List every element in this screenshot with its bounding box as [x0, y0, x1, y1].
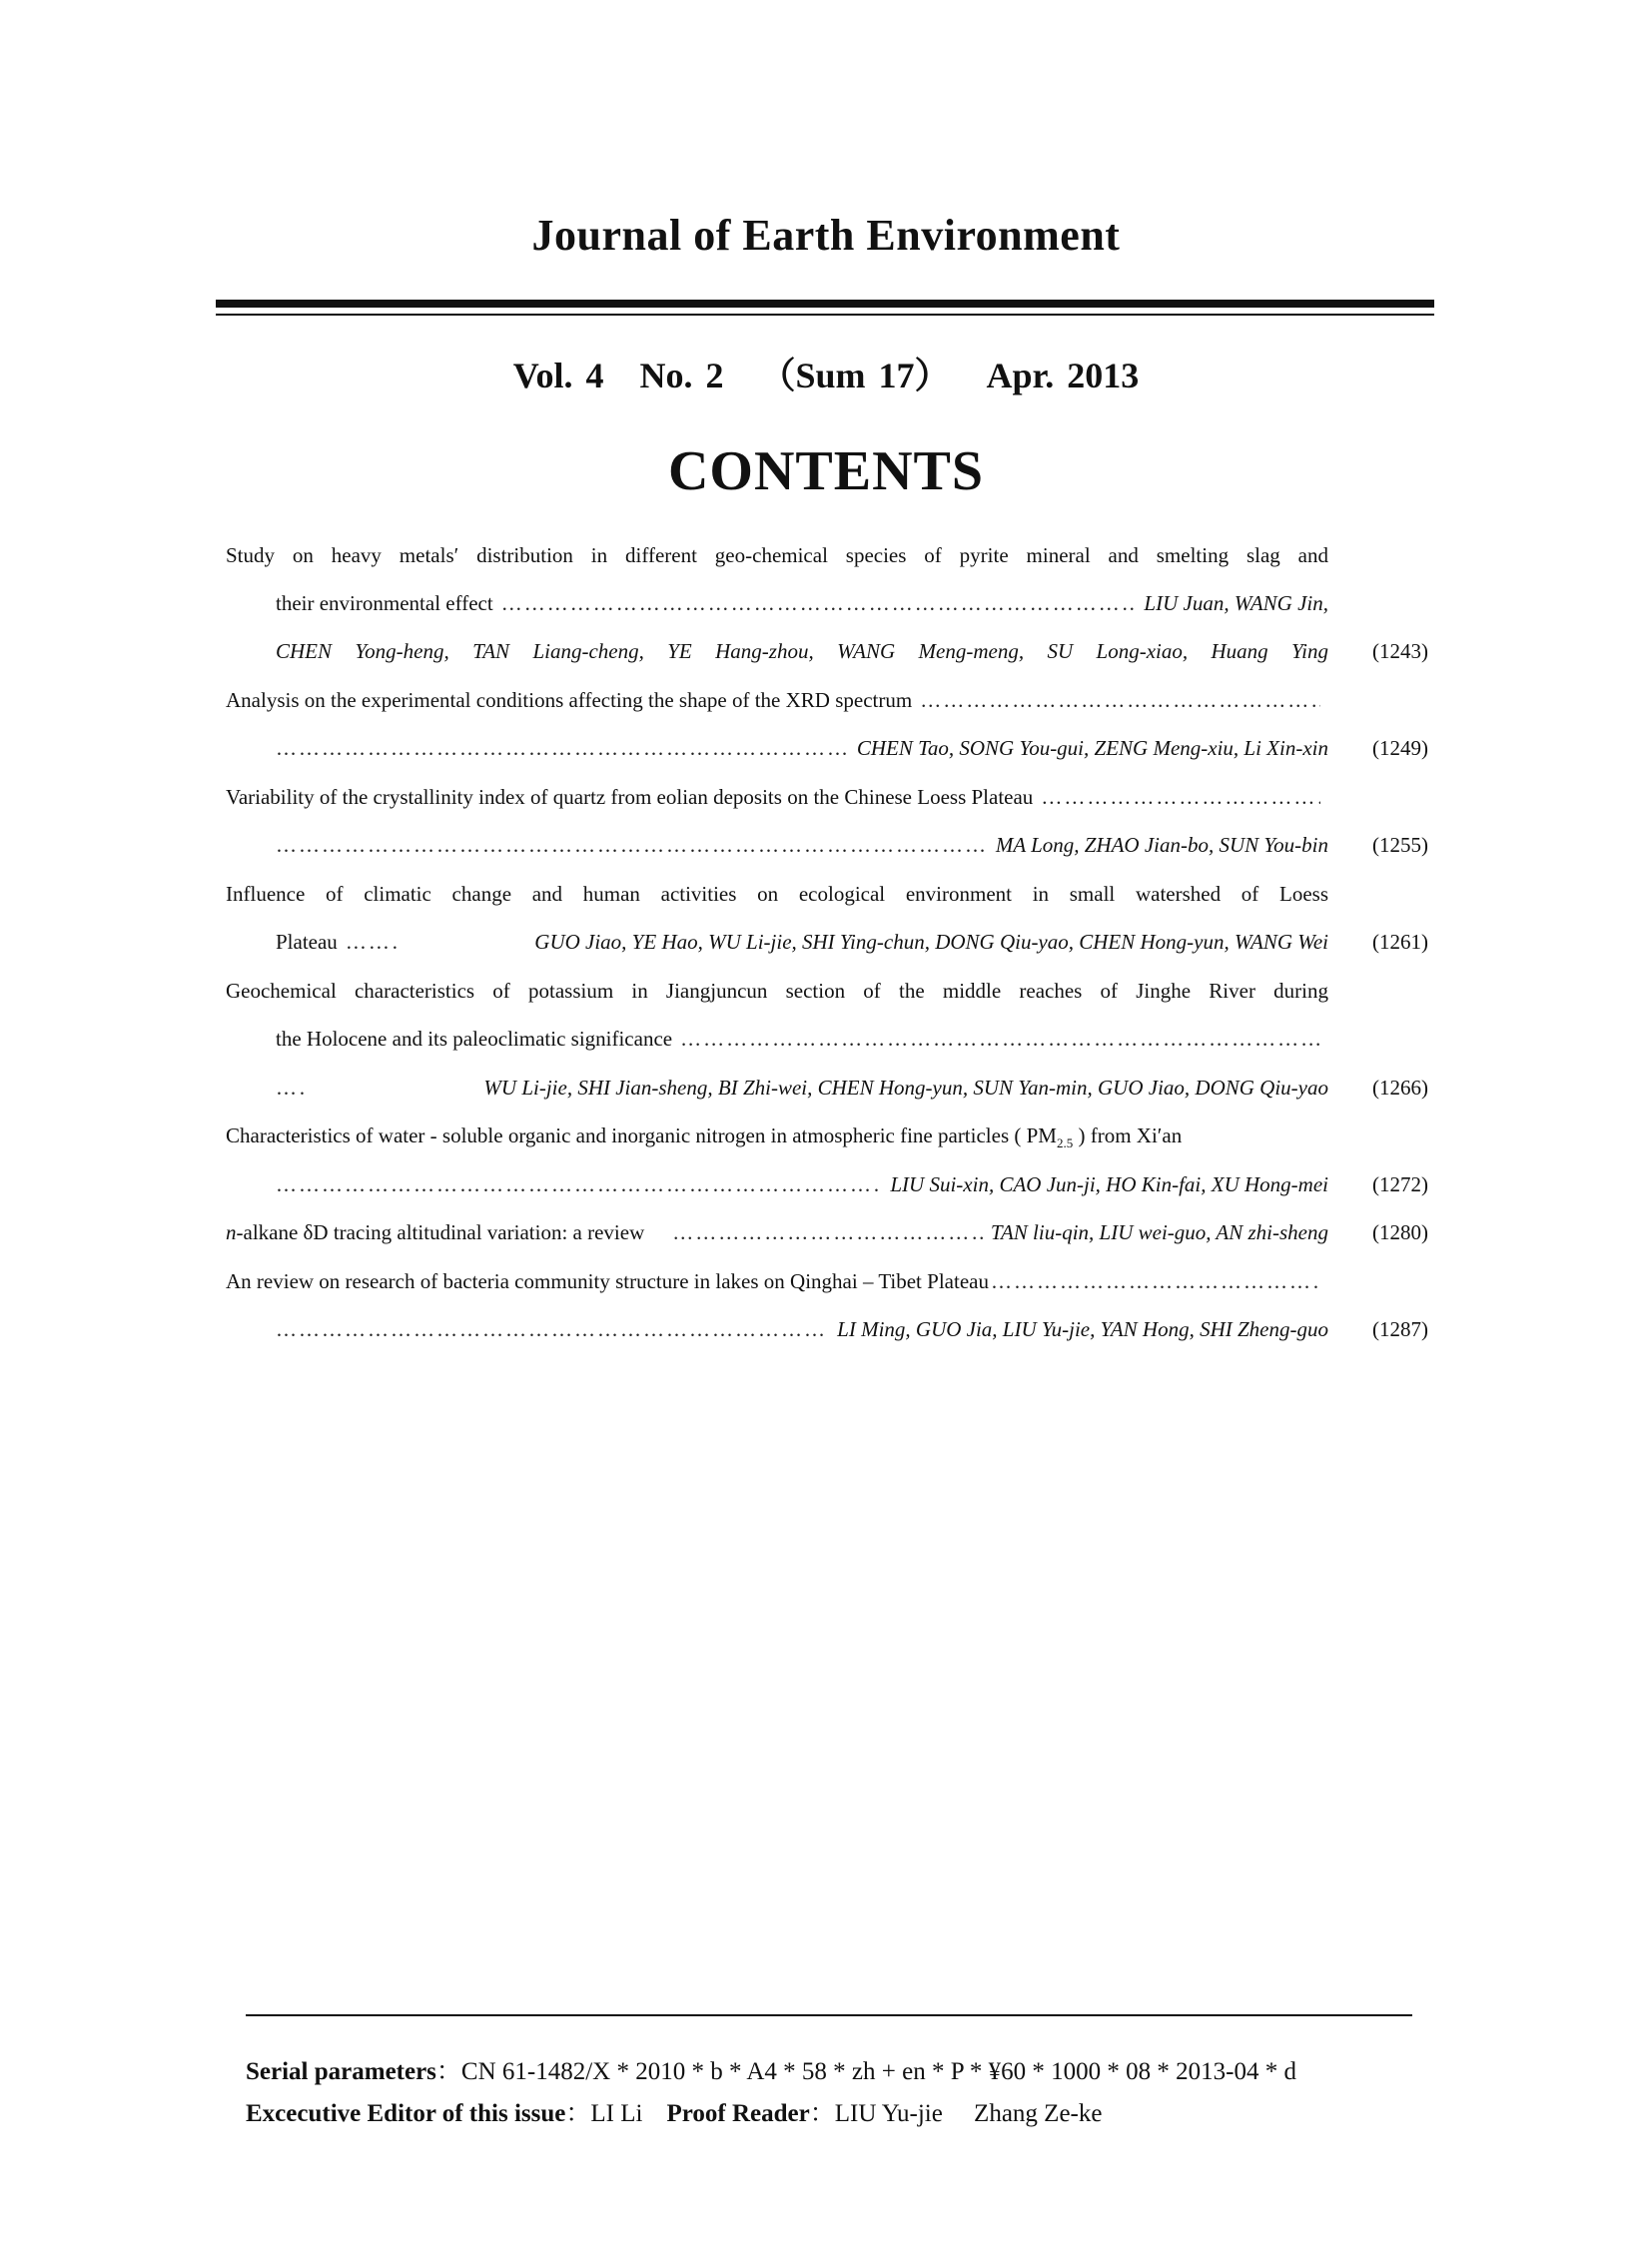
- toc-entry-title-line: [226, 541, 1328, 569]
- toc-entry-title-line: [276, 928, 1328, 956]
- toc-entry-title: Analysis on the experimental conditions affecting the shape of the XRD spectrum: [226, 688, 913, 712]
- toc-entry-page: (1243): [1372, 639, 1428, 663]
- label-colon: ：: [435, 2058, 461, 2085]
- leader-dots: [276, 831, 988, 859]
- proof-label: Proof Reader: [666, 2100, 810, 2127]
- toc-entry-title: [226, 1218, 644, 1246]
- leader-dots: [920, 686, 1320, 714]
- leader-dots: [276, 1315, 829, 1343]
- toc-entry-title: Influence of climatic change and human activities on ecological environment in small watershed of Loess: [226, 882, 1328, 906]
- toc-entry-page: (1261): [1372, 930, 1428, 954]
- header-rule-thick: [216, 300, 1434, 308]
- serial-label: Serial parameters: [246, 2058, 436, 2085]
- toc-entry-authors-line: [276, 637, 1328, 665]
- toc-entry-title: the Holocene and its paleoclimatic significance: [276, 1027, 673, 1051]
- volume: Vol. 4: [512, 356, 604, 395]
- leader-dots: [276, 734, 849, 762]
- label-colon: ：: [565, 2100, 591, 2127]
- toc-entry-authors: LI Ming, GUO Jia, LIU Yu-jie, YAN Hong, SHI Zheng-guo: [837, 1317, 1328, 1341]
- toc-entry-page: (1280): [1372, 1220, 1428, 1244]
- toc-entry-authors-line: [276, 1170, 1328, 1198]
- serial-parameters: [246, 2051, 1296, 2087]
- sum-number: （Sum 17）: [759, 356, 951, 395]
- label-colon: ：: [809, 2100, 835, 2127]
- toc-entry-title-subscript: 2.5: [1056, 1135, 1074, 1151]
- toc-entry-authors: CHEN Tao, SONG You-gui, ZENG Meng-xiu, Li Xin-xin: [856, 736, 1328, 760]
- toc-entry-title-rest: -alkane δD tracing altitudinal variation: a review: [236, 1220, 645, 1244]
- toc-entry-authors-line: [276, 831, 1328, 859]
- toc-entry-authors: LIU Juan, WANG Jin,: [1144, 591, 1328, 615]
- header-rule-thin: [216, 314, 1434, 316]
- toc-entry-title: Characteristics of water - soluble organic and inorganic nitrogen in atmospheric fine particles ( PM: [226, 1123, 1057, 1147]
- leader-dots: [346, 928, 400, 956]
- editor-line: [246, 2093, 1102, 2129]
- issue-date: Apr. 2013: [986, 356, 1140, 395]
- toc-entry-authors: LIU Sui-xin, CAO Jun-ji, HO Kin-fai, XU Hong-mei: [890, 1172, 1328, 1196]
- toc-entry-title: Plateau: [276, 930, 338, 954]
- toc-entry-title-line: [226, 1218, 1328, 1246]
- toc-entry-title-line: [276, 589, 1328, 617]
- proof-value: LIU Yu-jie Zhang Ze-ke: [834, 2100, 1103, 2127]
- toc-entry-title: An review on research of bacteria community structure in lakes on Qinghai – Tibet Plateau: [226, 1269, 989, 1293]
- toc-entry-authors-line: [276, 734, 1328, 762]
- leader-dots: [501, 589, 1137, 617]
- toc-entry-title-line: [226, 783, 1328, 811]
- toc-entry-title-end: ) from Xi′an: [1073, 1123, 1183, 1147]
- toc-entry-page: (1272): [1372, 1172, 1428, 1196]
- toc-entry-title-line: [226, 977, 1328, 1005]
- toc-entry-title-line: [226, 1267, 1328, 1295]
- editor-value: LI Li: [590, 2100, 643, 2127]
- toc-entry-title-line: [226, 880, 1328, 908]
- serial-value: CN 61-1482/X * 2010 * b * A4 * 58 * zh + en * P * ¥60 * 1000 * 08 * 2013-04 * d: [460, 2058, 1296, 2085]
- toc-entry-page: (1249): [1372, 736, 1428, 760]
- leader-dots: [276, 1074, 306, 1102]
- leader-dots: [680, 1025, 1320, 1053]
- toc-entry-authors: WU Li-jie, SHI Jian-sheng, BI Zhi-wei, CHEN Hong-yun, SUN Yan-min, GUO Jiao, DONG Qiu-yao: [483, 1076, 1328, 1100]
- toc-entry-title-line: [226, 1121, 1328, 1157]
- leader-dots: [1041, 783, 1320, 811]
- footer-rule: [246, 2014, 1412, 2016]
- toc-entry-page: (1266): [1372, 1076, 1428, 1100]
- issue-line: [0, 348, 1652, 398]
- toc-entry-title-italic: n: [226, 1220, 237, 1244]
- toc-entry-title: Geochemical characteristics of potassium in Jiangjuncun section of the middle reaches of Jinghe River during: [226, 979, 1328, 1003]
- leader-dots: [276, 1170, 882, 1198]
- leader-dots: [672, 1218, 983, 1246]
- toc-entry-page: (1287): [1372, 1317, 1428, 1341]
- toc-entry-title-line: [226, 686, 1328, 714]
- toc-entry-authors: MA Long, ZHAO Jian-bo, SUN You-bin: [995, 833, 1328, 857]
- toc-entry-title: Study on heavy metals′ distribution in different geo-chemical species of pyrite mineral and smelting slag and: [226, 543, 1328, 567]
- toc-entry-authors-line: [276, 1315, 1328, 1343]
- issue-number: No. 2: [639, 356, 724, 395]
- toc-entry-authors-line: [276, 1074, 1328, 1102]
- toc-entry-authors: CHEN Yong-heng, TAN Liang-cheng, YE Hang-zhou, WANG Meng-meng, SU Long-xiao, Huang Ying: [276, 639, 1328, 663]
- toc-entry-authors: GUO Jiao, YE Hao, WU Li-jie, SHI Ying-chun, DONG Qiu-yao, CHEN Hong-yun, WANG Wei: [534, 930, 1328, 954]
- journal-title: Journal of Earth Environment: [531, 211, 1121, 260]
- toc-entry-page: (1255): [1372, 833, 1428, 857]
- editor-label: Excecutive Editor of this issue: [246, 2100, 566, 2127]
- leader-dots: [991, 1267, 1320, 1295]
- contents-heading: CONTENTS: [667, 440, 985, 502]
- toc-entry-title-line: [276, 1025, 1328, 1053]
- toc-entry-title: Variability of the crystallinity index of quartz from eolian deposits on the Chinese Loess Plateau: [226, 785, 1034, 809]
- toc-entry-authors: TAN liu-qin, LIU wei-guo, AN zhi-sheng: [990, 1220, 1328, 1244]
- toc-entry-title: their environmental effect: [276, 591, 493, 615]
